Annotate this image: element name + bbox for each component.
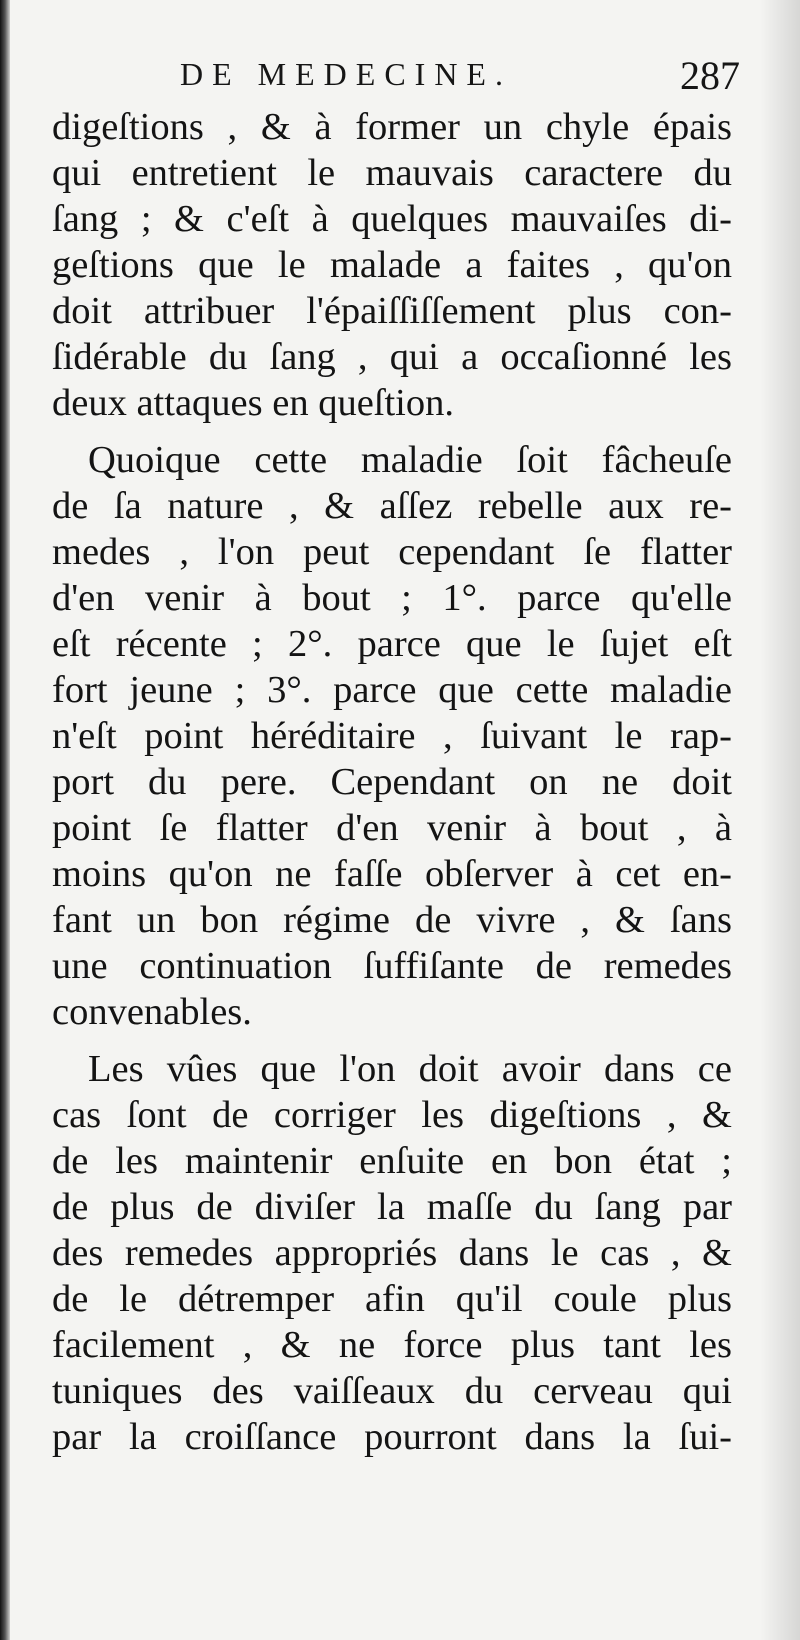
- text-line: point ſe flatter d'en venir à bout , à: [52, 807, 732, 849]
- text-line: convenables.: [52, 991, 252, 1033]
- text-line: de plus de diviſer la maſſe du ſang par: [52, 1186, 732, 1228]
- text-line: fant un bon régime de vivre , & ſans: [52, 899, 732, 941]
- text-line: fort jeune ; 3°. parce que cette maladie: [52, 669, 732, 711]
- paragraph-3: [52, 1046, 732, 1460]
- text-line: qui entretient le mauvais caractere du: [52, 152, 732, 194]
- running-header: [50, 52, 740, 108]
- body-text: [52, 104, 732, 1460]
- paragraph-1: [52, 104, 732, 426]
- text-line: moins qu'on ne faſſe obſerver à cet en-: [52, 853, 732, 895]
- text-line: de les maintenir enſuite en bon état ;: [52, 1140, 732, 1182]
- text-line: des remedes appropriés dans le cas , &: [52, 1232, 732, 1274]
- page-gutter: [0, 0, 10, 1640]
- page-edge-shadow: [760, 0, 800, 1640]
- text-line: facilement , & ne force plus tant les: [52, 1324, 732, 1366]
- text-line: de ſa nature , & aſſez rebelle aux re-: [52, 485, 732, 527]
- text-line: digeſtions , & à former un chyle épais: [52, 106, 732, 148]
- paragraph-spacer: [52, 426, 732, 437]
- text-line: doit attribuer l'épaiſſiſſement plus con-: [52, 290, 732, 332]
- running-title: DE MEDECINE.: [180, 56, 512, 92]
- paragraph-2: [52, 437, 732, 1035]
- text-line: medes , l'on peut cependant ſe flatter: [52, 531, 732, 573]
- text-line: une continuation ſuffiſante de remedes: [52, 945, 732, 987]
- text-line: Quoique cette maladie ſoit fâcheuſe: [88, 439, 732, 481]
- text-line: ſidérable du ſang , qui a occaſionné les: [52, 336, 732, 378]
- page-number: 287: [680, 53, 740, 98]
- text-line: par la croiſſance pourront dans la ſui-: [52, 1416, 732, 1458]
- text-line: de le détremper afin qu'il coule plus: [52, 1278, 732, 1320]
- text-line: port du pere. Cependant on ne doit: [52, 761, 732, 803]
- text-line: Les vûes que l'on doit avoir dans ce: [88, 1048, 732, 1090]
- text-line: geſtions que le malade a faites , qu'on: [52, 244, 732, 286]
- text-line: cas ſont de corriger les digeſtions , &: [52, 1094, 732, 1136]
- paragraph-spacer: [52, 1035, 732, 1046]
- text-line: deux attaques en queſtion.: [52, 382, 454, 424]
- text-line: ſang ; & c'eſt à quelques mauvaiſes di-: [52, 198, 732, 240]
- text-line: tuniques des vaiſſeaux du cerveau qui: [52, 1370, 732, 1412]
- text-line: d'en venir à bout ; 1°. parce qu'elle: [52, 577, 732, 619]
- text-line: eſt récente ; 2°. parce que le ſujet eſt: [52, 623, 732, 665]
- text-line: n'eſt point héréditaire , ſuivant le rap-: [52, 715, 732, 757]
